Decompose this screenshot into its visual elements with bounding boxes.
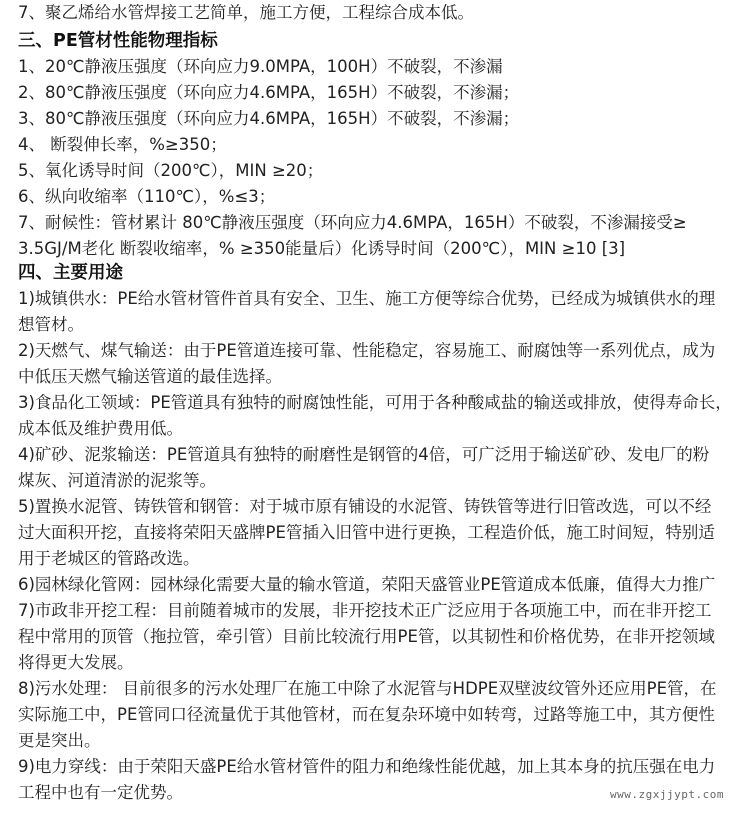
text-line: 7、耐候性：管材累计 80℃静液压强度（环向应力4.6MPA，165H）不破裂，不渗漏接受≥ <box>18 213 687 232</box>
text-line: 用于老城区的管路改选。 <box>18 549 200 568</box>
text-line: 4)矿砂、泥浆输送：PE管道具有独特的耐磨性是钢管的4倍，可广泛用于输送矿砂、发电厂的粉 <box>18 445 710 464</box>
text-line: 8)污水处理： 目前很多的污水处理厂在施工中除了水泥管与HDPE双壁波纹管外还应用PE管，在 <box>18 679 717 698</box>
text-line: 程中常用的顶管（拖拉管，牵引管）目前比较流行用PE管，以其韧性和价格优势，在非开挖领域 <box>18 627 715 646</box>
text-line: 工程中也有一定优势。 <box>18 783 183 802</box>
text-line: 3、80℃静液压强度（环向应力4.6MPA，165H）不破裂，不渗漏； <box>18 109 520 128</box>
text-line: 7、聚乙烯给水管焊接工艺简单，施工方便，工程综合成本低。 <box>18 3 474 22</box>
text-line: 4、 断裂伸长率，%≥350； <box>18 135 227 154</box>
text-line: 想管材。 <box>18 315 84 334</box>
text-line: 6)园林绿化管网：园林绿化需要大量的输水管道，荣阳天盛管业PE管道成本低廉，值得大力推广 <box>18 575 716 594</box>
section-heading: 四、主要用途 <box>18 263 123 283</box>
text-line: 煤灰、河道清淤的泥浆等。 <box>18 471 216 490</box>
watermark-text: www.zgxjjypt.com <box>610 788 724 801</box>
text-line: 5、氧化诱导时间（200℃），MIN ≥20； <box>18 161 324 180</box>
section-heading: 三、PE管材性能物理指标 <box>18 31 218 51</box>
text-line: 1、20℃静液压强度（环向应力9.0MPA，100H）不破裂，不渗漏 <box>18 57 503 76</box>
text-line: 7)市政非开挖工程：目前随着城市的发展，非开挖技术正广泛应用于各项施工中，而在非开挖工 <box>18 601 712 620</box>
text-line: 2)天燃气、煤气输送：由于PE管道连接可靠、性能稳定，容易施工、耐腐蚀等一系列优点，成为 <box>18 341 716 360</box>
text-line: 成本低及维护费用低。 <box>18 419 183 438</box>
text-line: 3)食品化工领域：PE管道具有独特的耐腐蚀性能，可用于各种酸咸盐的输送或排放，使得寿命长， <box>18 393 732 412</box>
text-line: 2、80℃静液压强度（环向应力4.6MPA，165H）不破裂，不渗漏； <box>18 83 520 102</box>
text-line: 6、纵向收缩率（110℃），%≤3； <box>18 187 276 206</box>
text-line: 更是突出。 <box>18 731 101 750</box>
text-line: 9)电力穿线：由于荣阳天盛PE给水管材管件的阻力和绝缘性能优越，加上其本身的抗压强在电力 <box>18 757 716 776</box>
text-line: 中低压天燃气输送管道的最佳选择。 <box>18 367 282 386</box>
text-line: 将得更大发展。 <box>18 653 134 672</box>
text-line: 3.5GJ/M老化 断裂收缩率，% ≥350能量后）化诱导时间（200℃），MIN ≥10 [3] <box>18 239 626 258</box>
text-line: 1)城镇供水：PE给水管材管件首具有安全、卫生、施工方便等综合优势，已经成为城镇供水的理 <box>18 289 716 308</box>
text-line: 实际施工中，PE管同口径流量优于其他管材，而在复杂环境中如转弯，过路等施工中，其方便性 <box>18 705 715 724</box>
text-line: 过大面积开挖，直接将荣阳天盛牌PE管插入旧管中进行更换，工程造价低，施工时间短，特别适 <box>18 523 715 542</box>
text-line: 5)置换水泥管、铸铁管和钢管：对于城市原有铺设的水泥管、铸铁管等进行旧管改选，可以不经 <box>18 497 712 516</box>
